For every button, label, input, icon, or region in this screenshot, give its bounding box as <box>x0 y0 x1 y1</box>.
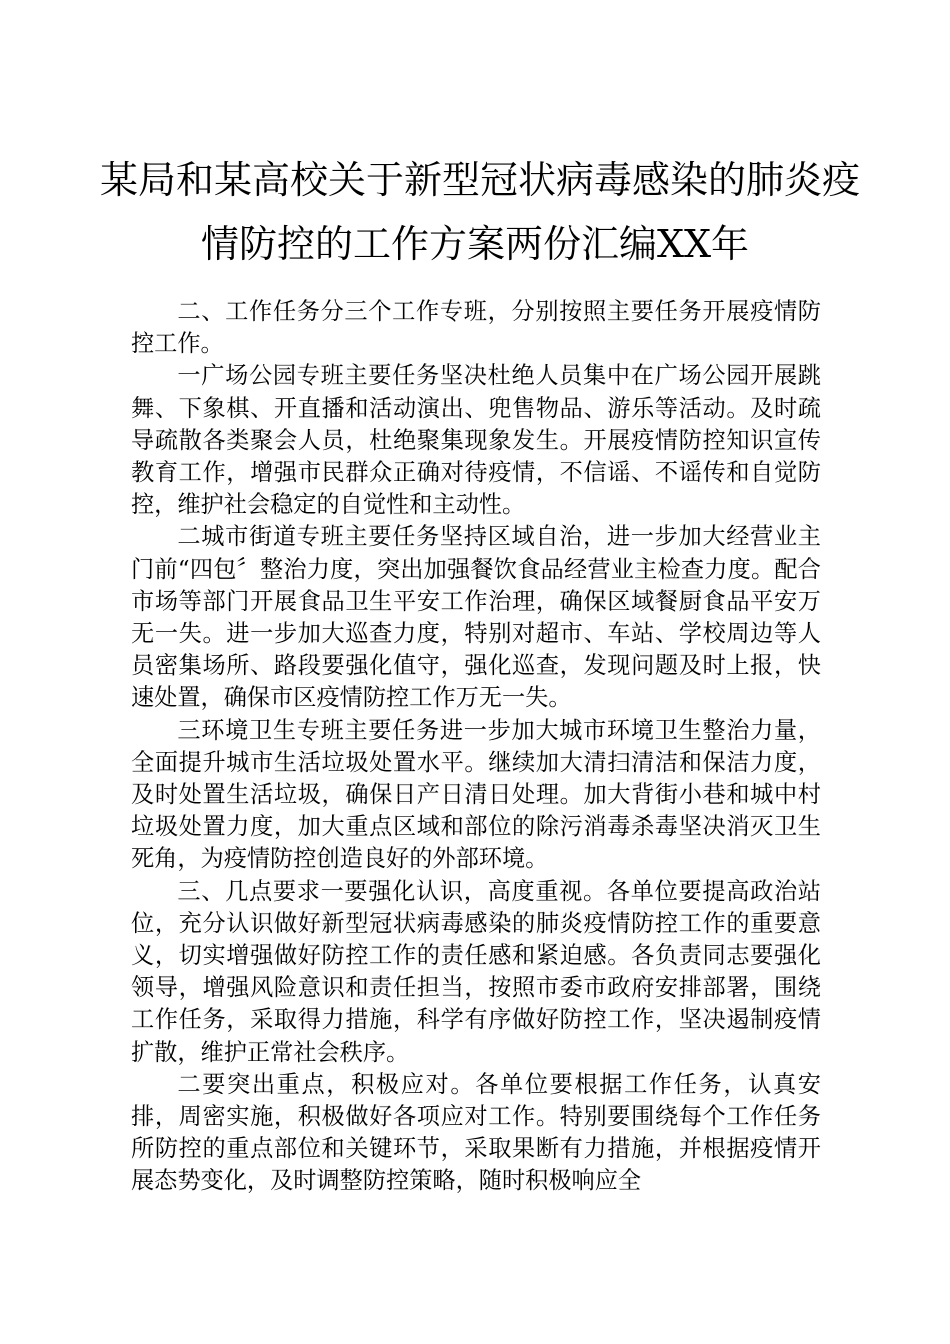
paragraph-park-team: 一广场公园专班主要任务坚决杜绝人员集中在广场公园开展跳舞、下象棋、开直播和活动演出、兜售物品、游乐等活动。及时疏导疏散各类聚会人员，杜绝聚集现象发生。开展疫情防控知识宣传教育工作，增强市民群众正确对待疫情，不信谣、不谣传和自觉防控，维护社会稳定的自觉性和主动性。 <box>131 362 821 519</box>
paragraph-key-points: 二要突出重点，积极应对。各单位要根据工作任务，认真安排，周密实施，积极做好各项应对工作。特别要围绕每个工作任务所防控的重点部位和关键环节，采取果断有力措施，并根据疫情开展态势变化，及时调整防控策略，随时积极响应全 <box>131 1070 821 1195</box>
paragraph-requirements: 三、几点要求一要强化认识，高度重视。各单位要提高政治站位，充分认识做好新型冠状病毒感染的肺炎疫情防控工作的重要意义，切实增强做好防控工作的责任感和紧迫感。各负责同志要强化领导，增强风险意识和责任担当，按照市委市政府安排部署，围绕工作任务，采取得力措施，科学有序做好防控工作，坚决遏制疫情扩散，维护正常社会秩序。 <box>131 877 821 1066</box>
paragraph-street-team: 二城市街道专班主要任务坚持区域自治，进一步加大经营业主门前“四包〞整治力度，突出加强餐饮食品经营业主检查力度。配合市场等部门开展食品卫生平安工作治理，确保区域餐厨食品平安万无一失。进一步加大巡查力度，特别对超市、车站、学校周边等人员密集场所、路段要强化值守，强化巡查，发现问题及时上报，快速处置，确保市区疫情防控工作万无一失。 <box>131 523 821 712</box>
paragraph-sanitation-team: 三环境卫生专班主要任务进一步加大城市环境卫生整治力量，全面提升城市生活垃圾处置水平。继续加大清扫清洁和保洁力度，及时处置生活垃圾，确保日产日清日处理。加大背街小巷和城中村垃圾处置力度，加大重点区域和部位的除污消毒杀毒坚决消灭卫生死角，为疫情防控创造良好的外部环境。 <box>131 716 821 873</box>
document-title-line-2: 情防控的工作方案两份汇编XX年 <box>200 222 750 266</box>
paragraph-work-tasks: 二、工作任务分三个工作专班，分别按照主要任务开展疫情防控工作。 <box>131 298 821 358</box>
document-body <box>131 296 821 1198</box>
document-title-line-1: 某局和某高校关于新型冠状病毒感染的肺炎疫 <box>100 158 861 202</box>
